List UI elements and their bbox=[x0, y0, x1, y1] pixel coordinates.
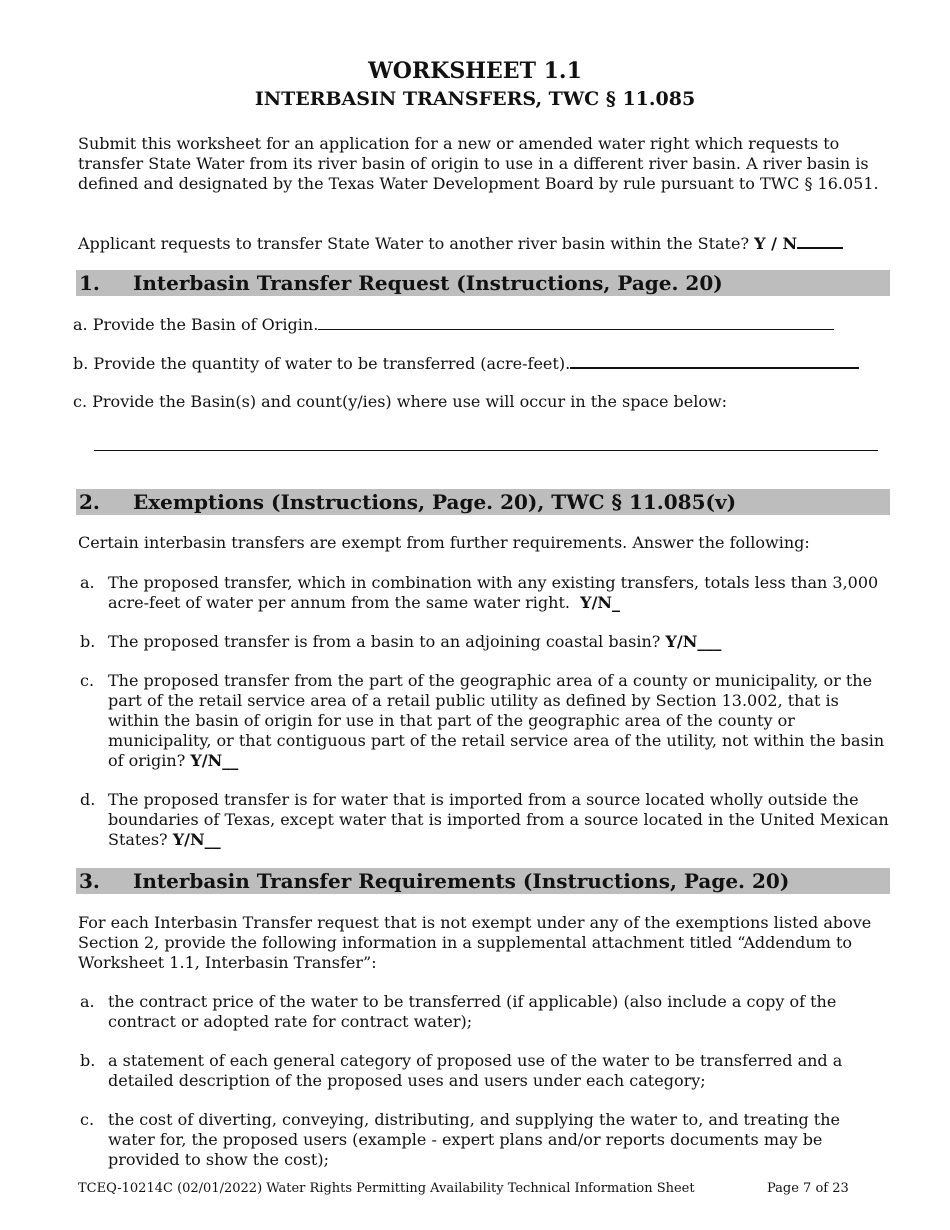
item-text: the cost of diverting, conveying, distributing, and supplying the water to, and treating the water for, the proposed users (example - expert plans and/or reports documents may be provided to show the cost); bbox=[108, 1110, 840, 1169]
item-text: Provide the Basin of Origin. bbox=[92, 315, 319, 334]
section-2-intro: Certain interbasin transfers are exempt from further requirements. Answer the following: bbox=[78, 533, 810, 552]
section-1-item-c bbox=[73, 392, 727, 412]
section-2-number: 2. bbox=[79, 490, 100, 514]
section-1-header bbox=[76, 270, 890, 296]
applicant-question-text: Applicant requests to transfer State Water to another river basin within the State? bbox=[78, 234, 750, 253]
footer-form-id: TCEQ-10214C (02/01/2022) Water Rights Permitting Availability Technical Information Sheet bbox=[78, 1181, 695, 1196]
section-3-intro: For each Interbasin Transfer request that is not exempt under any of the exemptions listed above Section 2, provide the following information in a supplemental attachment titled “Addendum to Worksheet 1.1, Interbasin Transfer”: bbox=[78, 913, 872, 972]
section-3-number: 3. bbox=[79, 869, 100, 893]
basin-of-origin-field[interactable] bbox=[318, 315, 834, 330]
footer-page-number: Page 7 of 23 bbox=[767, 1181, 849, 1196]
item-text: The proposed transfer from the part of the geographic area of a county or municipality, or the part of the retail service area of a retail public utility as defined by Section 13.002, that is within the basin of origin for use in that part of the geographic area of the county or municipality, or that contiguous part of the retail service area of the utility, not within the basin of origin? bbox=[108, 671, 885, 770]
section-1-heading: Interbasin Transfer Request (Instructions, Page. 20) bbox=[133, 271, 723, 295]
intro-paragraph: Submit this worksheet for an application for a new or amended water right which requests to transfer State Water from its river basin of origin to use in a different river basin. A river basin is defined and designated by the Texas Water Development Board by rule pursuant to TWC § 16.051. bbox=[78, 134, 879, 193]
section-1-item-a bbox=[73, 315, 834, 335]
section-3-heading: Interbasin Transfer Requirements (Instructions, Page. 20) bbox=[133, 869, 790, 893]
item-marker: c. bbox=[80, 1110, 95, 1129]
exemption-a-answer[interactable]: Y/N_ bbox=[580, 593, 621, 612]
item-marker: d. bbox=[80, 790, 96, 809]
page-title: WORKSHEET 1.1 bbox=[368, 58, 582, 84]
applicant-answer-field[interactable] bbox=[797, 233, 843, 249]
section-2-header bbox=[76, 489, 890, 515]
item-text: a statement of each general category of proposed use of the water to be transferred and a detailed description of the proposed uses and users under each category; bbox=[108, 1051, 843, 1090]
section-3-header bbox=[76, 868, 890, 894]
section-1-number: 1. bbox=[79, 271, 100, 295]
exemption-c-answer[interactable]: Y/N__ bbox=[190, 751, 239, 770]
item-text: Provide the Basin(s) and count(y/ies) where use will occur in the space below: bbox=[92, 392, 728, 411]
applicant-answer-label: Y / N bbox=[754, 234, 798, 253]
item-marker: a. bbox=[80, 992, 95, 1011]
item-marker: c. bbox=[73, 392, 88, 411]
item-text: the contract price of the water to be transferred (if applicable) (also include a copy of the contract or adopted rate for contract water); bbox=[108, 992, 837, 1031]
item-text: Provide the quantity of water to be transferred (acre-feet). bbox=[93, 354, 571, 373]
transfer-quantity-field[interactable] bbox=[570, 353, 859, 369]
basins-counties-field[interactable] bbox=[94, 450, 878, 451]
exemption-d-answer[interactable]: Y/N__ bbox=[172, 830, 221, 849]
item-text: The proposed transfer, which in combination with any existing transfers, totals less than 3,000 acre-feet of water per annum from the same water right. bbox=[108, 573, 879, 612]
exemption-b-answer[interactable]: Y/N___ bbox=[665, 632, 722, 651]
item-text: The proposed transfer is from a basin to an adjoining coastal basin? bbox=[108, 632, 661, 651]
item-text: The proposed transfer is for water that is imported from a source located wholly outside the boundaries of Texas, except water that is imported from a source located in the United Mexican States? bbox=[108, 790, 889, 849]
item-marker: b. bbox=[80, 1051, 96, 1070]
item-marker: a. bbox=[80, 573, 95, 592]
section-1-item-b bbox=[73, 353, 859, 374]
applicant-question bbox=[78, 233, 888, 254]
item-marker: c. bbox=[80, 671, 95, 690]
page-subtitle: INTERBASIN TRANSFERS, TWC § 11.085 bbox=[254, 88, 696, 110]
item-marker: a. bbox=[73, 315, 88, 334]
section-2-heading: Exemptions (Instructions, Page. 20), TWC § 11.085(v) bbox=[133, 490, 737, 514]
item-marker: b. bbox=[80, 632, 96, 651]
item-marker: b. bbox=[73, 354, 89, 373]
